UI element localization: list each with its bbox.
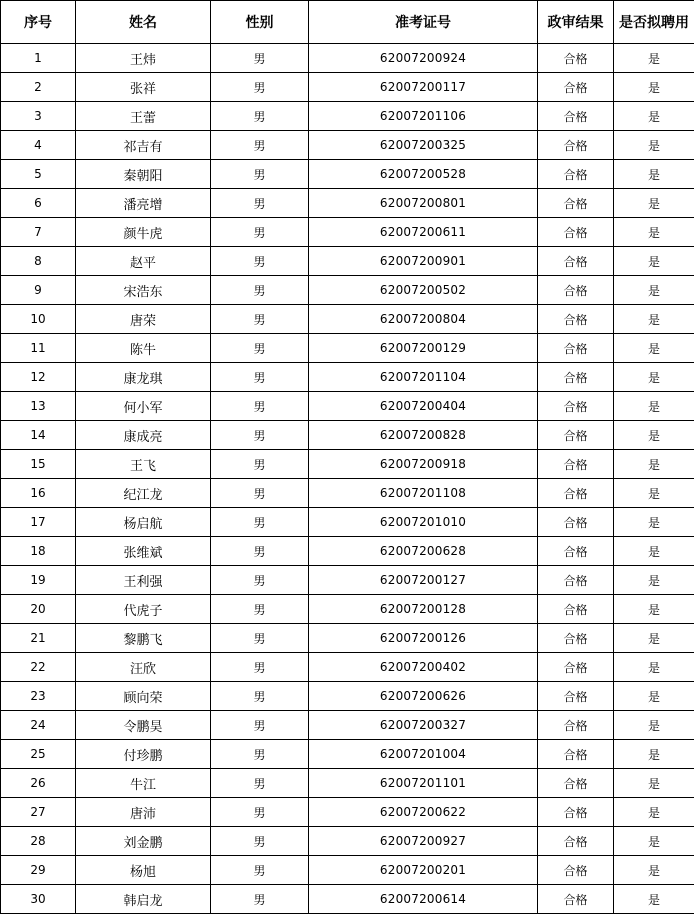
cell-hire-status: 是 xyxy=(614,827,694,856)
cell-no: 29 xyxy=(1,856,76,885)
table-row xyxy=(1,769,694,798)
cell-review-result: 合格 xyxy=(538,189,614,218)
cell-exam-id: 62007200801 xyxy=(309,189,538,218)
cell-hire-status: 是 xyxy=(614,160,694,189)
cell-gender: 男 xyxy=(211,508,309,537)
cell-no: 18 xyxy=(1,537,76,566)
cell-name: 赵平 xyxy=(76,247,211,276)
cell-review-result: 合格 xyxy=(538,537,614,566)
cell-name: 张维斌 xyxy=(76,537,211,566)
cell-no: 17 xyxy=(1,508,76,537)
cell-gender: 男 xyxy=(211,450,309,479)
cell-name: 康龙琪 xyxy=(76,363,211,392)
cell-hire-status: 是 xyxy=(614,595,694,624)
cell-hire-status: 是 xyxy=(614,508,694,537)
cell-gender: 男 xyxy=(211,392,309,421)
header-name: 姓名 xyxy=(76,1,211,44)
cell-no: 1 xyxy=(1,44,76,73)
cell-gender: 男 xyxy=(211,885,309,914)
cell-hire-status: 是 xyxy=(614,711,694,740)
cell-review-result: 合格 xyxy=(538,885,614,914)
cell-gender: 男 xyxy=(211,363,309,392)
cell-hire-status: 是 xyxy=(614,247,694,276)
cell-exam-id: 62007200622 xyxy=(309,798,538,827)
table-row xyxy=(1,653,694,682)
cell-hire-status: 是 xyxy=(614,276,694,305)
cell-name: 王蕾 xyxy=(76,102,211,131)
cell-exam-id: 62007200611 xyxy=(309,218,538,247)
cell-review-result: 合格 xyxy=(538,624,614,653)
cell-no: 27 xyxy=(1,798,76,827)
cell-name: 秦朝阳 xyxy=(76,160,211,189)
cell-review-result: 合格 xyxy=(538,247,614,276)
cell-no: 11 xyxy=(1,334,76,363)
cell-name: 何小军 xyxy=(76,392,211,421)
cell-hire-status: 是 xyxy=(614,798,694,827)
table-row xyxy=(1,102,694,131)
table-row xyxy=(1,682,694,711)
cell-gender: 男 xyxy=(211,247,309,276)
cell-exam-id: 62007200502 xyxy=(309,276,538,305)
cell-gender: 男 xyxy=(211,218,309,247)
header-review-result: 政审结果 xyxy=(538,1,614,44)
cell-name: 刘金鹏 xyxy=(76,827,211,856)
cell-hire-status: 是 xyxy=(614,189,694,218)
header-gender: 性别 xyxy=(211,1,309,44)
cell-no: 14 xyxy=(1,421,76,450)
table-header xyxy=(1,1,694,44)
cell-name: 陈牛 xyxy=(76,334,211,363)
table-row xyxy=(1,247,694,276)
cell-name: 颜牛虎 xyxy=(76,218,211,247)
cell-name: 王炜 xyxy=(76,44,211,73)
cell-exam-id: 62007200804 xyxy=(309,305,538,334)
cell-review-result: 合格 xyxy=(538,305,614,334)
cell-name: 黎鹏飞 xyxy=(76,624,211,653)
cell-name: 宋浩东 xyxy=(76,276,211,305)
cell-name: 纪江龙 xyxy=(76,479,211,508)
header-row xyxy=(1,1,694,44)
cell-review-result: 合格 xyxy=(538,827,614,856)
cell-gender: 男 xyxy=(211,276,309,305)
cell-gender: 男 xyxy=(211,537,309,566)
cell-review-result: 合格 xyxy=(538,131,614,160)
header-hire-status: 是否拟聘用 xyxy=(614,1,694,44)
cell-exam-id: 62007201101 xyxy=(309,769,538,798)
cell-exam-id: 62007200129 xyxy=(309,334,538,363)
cell-review-result: 合格 xyxy=(538,160,614,189)
cell-gender: 男 xyxy=(211,769,309,798)
cell-gender: 男 xyxy=(211,73,309,102)
cell-name: 王飞 xyxy=(76,450,211,479)
cell-no: 8 xyxy=(1,247,76,276)
cell-name: 张祥 xyxy=(76,73,211,102)
cell-gender: 男 xyxy=(211,624,309,653)
cell-review-result: 合格 xyxy=(538,682,614,711)
cell-no: 24 xyxy=(1,711,76,740)
table-row xyxy=(1,711,694,740)
cell-gender: 男 xyxy=(211,131,309,160)
cell-exam-id: 62007200402 xyxy=(309,653,538,682)
cell-gender: 男 xyxy=(211,421,309,450)
cell-hire-status: 是 xyxy=(614,131,694,160)
cell-hire-status: 是 xyxy=(614,885,694,914)
header-no: 序号 xyxy=(1,1,76,44)
table-row xyxy=(1,624,694,653)
cell-name: 顾向荣 xyxy=(76,682,211,711)
cell-no: 7 xyxy=(1,218,76,247)
table-row xyxy=(1,856,694,885)
cell-exam-id: 62007200924 xyxy=(309,44,538,73)
cell-no: 28 xyxy=(1,827,76,856)
table-row xyxy=(1,276,694,305)
cell-gender: 男 xyxy=(211,566,309,595)
cell-no: 25 xyxy=(1,740,76,769)
cell-hire-status: 是 xyxy=(614,102,694,131)
cell-name: 王利强 xyxy=(76,566,211,595)
cell-exam-id: 62007200828 xyxy=(309,421,538,450)
cell-exam-id: 62007200901 xyxy=(309,247,538,276)
cell-hire-status: 是 xyxy=(614,682,694,711)
cell-gender: 男 xyxy=(211,305,309,334)
cell-name: 唐荣 xyxy=(76,305,211,334)
cell-exam-id: 62007200117 xyxy=(309,73,538,102)
table-row xyxy=(1,305,694,334)
cell-exam-id: 62007200127 xyxy=(309,566,538,595)
cell-review-result: 合格 xyxy=(538,334,614,363)
cell-no: 23 xyxy=(1,682,76,711)
cell-name: 代虎子 xyxy=(76,595,211,624)
cell-hire-status: 是 xyxy=(614,769,694,798)
cell-gender: 男 xyxy=(211,44,309,73)
cell-gender: 男 xyxy=(211,479,309,508)
cell-no: 5 xyxy=(1,160,76,189)
cell-review-result: 合格 xyxy=(538,566,614,595)
cell-hire-status: 是 xyxy=(614,624,694,653)
cell-hire-status: 是 xyxy=(614,363,694,392)
cell-name: 汪欣 xyxy=(76,653,211,682)
table-row xyxy=(1,508,694,537)
table-row xyxy=(1,218,694,247)
cell-review-result: 合格 xyxy=(538,508,614,537)
cell-review-result: 合格 xyxy=(538,276,614,305)
cell-hire-status: 是 xyxy=(614,856,694,885)
cell-review-result: 合格 xyxy=(538,479,614,508)
cell-no: 19 xyxy=(1,566,76,595)
cell-exam-id: 62007201108 xyxy=(309,479,538,508)
cell-exam-id: 62007200628 xyxy=(309,537,538,566)
table-row xyxy=(1,363,694,392)
cell-gender: 男 xyxy=(211,189,309,218)
cell-no: 4 xyxy=(1,131,76,160)
cell-review-result: 合格 xyxy=(538,218,614,247)
cell-gender: 男 xyxy=(211,334,309,363)
table-row xyxy=(1,392,694,421)
cell-no: 13 xyxy=(1,392,76,421)
cell-exam-id: 62007201104 xyxy=(309,363,538,392)
cell-hire-status: 是 xyxy=(614,740,694,769)
table-row xyxy=(1,595,694,624)
cell-exam-id: 62007200528 xyxy=(309,160,538,189)
cell-exam-id: 62007200325 xyxy=(309,131,538,160)
cell-no: 16 xyxy=(1,479,76,508)
cell-no: 2 xyxy=(1,73,76,102)
cell-exam-id: 62007200404 xyxy=(309,392,538,421)
cell-review-result: 合格 xyxy=(538,740,614,769)
cell-no: 20 xyxy=(1,595,76,624)
cell-no: 3 xyxy=(1,102,76,131)
cell-no: 30 xyxy=(1,885,76,914)
cell-review-result: 合格 xyxy=(538,798,614,827)
cell-no: 21 xyxy=(1,624,76,653)
cell-name: 祁吉有 xyxy=(76,131,211,160)
table-row xyxy=(1,73,694,102)
cell-name: 潘亮增 xyxy=(76,189,211,218)
table-row xyxy=(1,131,694,160)
cell-gender: 男 xyxy=(211,682,309,711)
table-row xyxy=(1,189,694,218)
table-row xyxy=(1,566,694,595)
cell-name: 付珍鹏 xyxy=(76,740,211,769)
table-row xyxy=(1,740,694,769)
table-row xyxy=(1,798,694,827)
cell-no: 9 xyxy=(1,276,76,305)
cell-review-result: 合格 xyxy=(538,363,614,392)
cell-exam-id: 62007200327 xyxy=(309,711,538,740)
cell-hire-status: 是 xyxy=(614,392,694,421)
cell-gender: 男 xyxy=(211,595,309,624)
table-row xyxy=(1,885,694,914)
cell-review-result: 合格 xyxy=(538,769,614,798)
cell-no: 15 xyxy=(1,450,76,479)
cell-hire-status: 是 xyxy=(614,73,694,102)
cell-name: 杨旭 xyxy=(76,856,211,885)
table-body xyxy=(1,44,694,914)
cell-exam-id: 62007200927 xyxy=(309,827,538,856)
cell-review-result: 合格 xyxy=(538,102,614,131)
cell-name: 杨启航 xyxy=(76,508,211,537)
table-row xyxy=(1,827,694,856)
cell-no: 26 xyxy=(1,769,76,798)
cell-name: 康成亮 xyxy=(76,421,211,450)
cell-exam-id: 62007200126 xyxy=(309,624,538,653)
cell-review-result: 合格 xyxy=(538,73,614,102)
cell-gender: 男 xyxy=(211,160,309,189)
cell-gender: 男 xyxy=(211,856,309,885)
cell-review-result: 合格 xyxy=(538,44,614,73)
table-row xyxy=(1,450,694,479)
cell-exam-id: 62007201004 xyxy=(309,740,538,769)
table-row xyxy=(1,44,694,73)
cell-gender: 男 xyxy=(211,102,309,131)
cell-hire-status: 是 xyxy=(614,334,694,363)
cell-review-result: 合格 xyxy=(538,392,614,421)
cell-review-result: 合格 xyxy=(538,711,614,740)
cell-exam-id: 62007200201 xyxy=(309,856,538,885)
cell-exam-id: 62007200128 xyxy=(309,595,538,624)
cell-hire-status: 是 xyxy=(614,44,694,73)
cell-hire-status: 是 xyxy=(614,566,694,595)
cell-no: 12 xyxy=(1,363,76,392)
cell-hire-status: 是 xyxy=(614,305,694,334)
cell-no: 22 xyxy=(1,653,76,682)
cell-gender: 男 xyxy=(211,740,309,769)
cell-gender: 男 xyxy=(211,798,309,827)
cell-hire-status: 是 xyxy=(614,421,694,450)
cell-no: 10 xyxy=(1,305,76,334)
table-row xyxy=(1,479,694,508)
cell-gender: 男 xyxy=(211,653,309,682)
cell-exam-id: 62007200614 xyxy=(309,885,538,914)
cell-review-result: 合格 xyxy=(538,421,614,450)
cell-name: 唐沛 xyxy=(76,798,211,827)
cell-name: 令鹏昊 xyxy=(76,711,211,740)
cell-hire-status: 是 xyxy=(614,537,694,566)
cell-review-result: 合格 xyxy=(538,595,614,624)
header-exam-id: 准考证号 xyxy=(309,1,538,44)
cell-gender: 男 xyxy=(211,711,309,740)
cell-name: 牛江 xyxy=(76,769,211,798)
cell-gender: 男 xyxy=(211,827,309,856)
table-row xyxy=(1,334,694,363)
cell-exam-id: 62007201010 xyxy=(309,508,538,537)
cell-exam-id: 62007201106 xyxy=(309,102,538,131)
cell-no: 6 xyxy=(1,189,76,218)
cell-review-result: 合格 xyxy=(538,653,614,682)
cell-review-result: 合格 xyxy=(538,856,614,885)
cell-hire-status: 是 xyxy=(614,479,694,508)
cell-review-result: 合格 xyxy=(538,450,614,479)
cell-hire-status: 是 xyxy=(614,450,694,479)
table-row xyxy=(1,537,694,566)
cell-hire-status: 是 xyxy=(614,653,694,682)
cell-name: 韩启龙 xyxy=(76,885,211,914)
cell-exam-id: 62007200918 xyxy=(309,450,538,479)
table-row xyxy=(1,160,694,189)
cell-hire-status: 是 xyxy=(614,218,694,247)
table-row xyxy=(1,421,694,450)
cell-exam-id: 62007200626 xyxy=(309,682,538,711)
